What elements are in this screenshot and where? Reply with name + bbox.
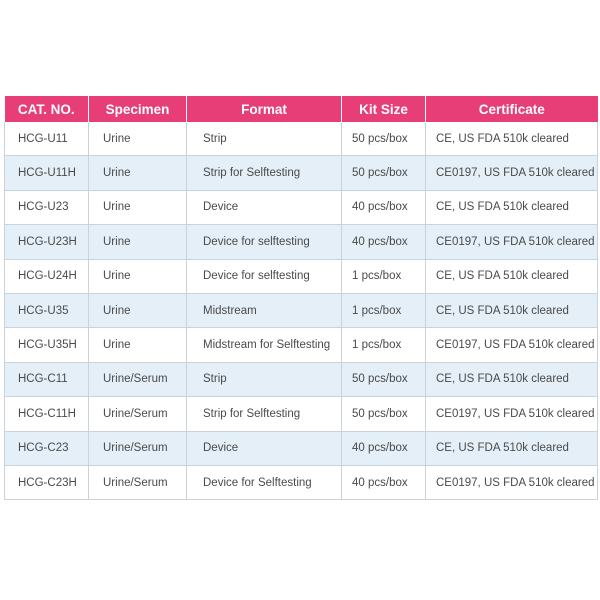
cell-specimen: Urine <box>89 156 187 190</box>
cell-kit-size: 1 pcs/box <box>342 259 426 293</box>
cell-specimen: Urine <box>89 122 187 156</box>
table-row <box>5 397 598 431</box>
cell-format: Device <box>187 431 342 465</box>
cell-format: Strip <box>187 122 342 156</box>
cell-kit-size: 40 pcs/box <box>342 225 426 259</box>
cell-certificate: CE0197, US FDA 510k cleared <box>426 225 598 259</box>
table-row <box>5 122 598 156</box>
cell-certificate: CE, US FDA 510k cleared <box>426 259 598 293</box>
cell-kit-size: 50 pcs/box <box>342 397 426 431</box>
cell-format: Strip for Selftesting <box>187 156 342 190</box>
cell-format: Device for selftesting <box>187 225 342 259</box>
table-row <box>5 225 598 259</box>
cell-certificate: CE, US FDA 510k cleared <box>426 190 598 224</box>
cell-format: Strip <box>187 362 342 396</box>
cell-specimen: Urine/Serum <box>89 431 187 465</box>
product-table-container <box>4 96 597 500</box>
cell-certificate: CE0197, US FDA 510k cleared <box>426 397 598 431</box>
cell-specimen: Urine/Serum <box>89 397 187 431</box>
table-row <box>5 156 598 190</box>
cell-specimen: Urine/Serum <box>89 465 187 499</box>
cell-cat-no: HCG-U11 <box>5 122 89 156</box>
product-table <box>4 96 598 500</box>
cell-kit-size: 50 pcs/box <box>342 122 426 156</box>
cell-specimen: Urine <box>89 259 187 293</box>
cell-certificate: CE0197, US FDA 510k cleared <box>426 156 598 190</box>
cell-kit-size: 50 pcs/box <box>342 362 426 396</box>
cell-specimen: Urine <box>89 293 187 327</box>
header-row <box>5 96 598 122</box>
cell-cat-no: HCG-C23 <box>5 431 89 465</box>
cell-specimen: Urine <box>89 190 187 224</box>
cell-certificate: CE0197, US FDA 510k cleared <box>426 465 598 499</box>
cell-certificate: CE, US FDA 510k cleared <box>426 122 598 156</box>
cell-cat-no: HCG-C23H <box>5 465 89 499</box>
cell-cat-no: HCG-U11H <box>5 156 89 190</box>
cell-format: Device for Selftesting <box>187 465 342 499</box>
cell-format: Midstream for Selftesting <box>187 328 342 362</box>
header-certificate: Certificate <box>426 96 598 122</box>
header-kit-size: Kit Size <box>342 96 426 122</box>
cell-certificate: CE, US FDA 510k cleared <box>426 293 598 327</box>
cell-format: Midstream <box>187 293 342 327</box>
header-cat-no: CAT. NO. <box>5 96 89 122</box>
cell-certificate: CE, US FDA 510k cleared <box>426 431 598 465</box>
cell-certificate: CE, US FDA 510k cleared <box>426 362 598 396</box>
cell-specimen: Urine/Serum <box>89 362 187 396</box>
cell-kit-size: 40 pcs/box <box>342 465 426 499</box>
cell-kit-size: 40 pcs/box <box>342 431 426 465</box>
cell-cat-no: HCG-U24H <box>5 259 89 293</box>
table-body <box>5 122 598 500</box>
cell-format: Device <box>187 190 342 224</box>
header-format: Format <box>187 96 342 122</box>
table-row <box>5 362 598 396</box>
cell-specimen: Urine <box>89 225 187 259</box>
table-row <box>5 465 598 499</box>
header-specimen: Specimen <box>89 96 187 122</box>
cell-kit-size: 50 pcs/box <box>342 156 426 190</box>
cell-certificate: CE0197, US FDA 510k cleared <box>426 328 598 362</box>
cell-cat-no: HCG-U35 <box>5 293 89 327</box>
table-row <box>5 190 598 224</box>
cell-cat-no: HCG-U23 <box>5 190 89 224</box>
cell-cat-no: HCG-U35H <box>5 328 89 362</box>
table-header <box>5 96 598 122</box>
cell-format: Strip for Selftesting <box>187 397 342 431</box>
cell-kit-size: 40 pcs/box <box>342 190 426 224</box>
cell-cat-no: HCG-C11 <box>5 362 89 396</box>
cell-format: Device for selftesting <box>187 259 342 293</box>
cell-specimen: Urine <box>89 328 187 362</box>
table-row <box>5 431 598 465</box>
table-row <box>5 328 598 362</box>
table-row <box>5 259 598 293</box>
cell-kit-size: 1 pcs/box <box>342 328 426 362</box>
cell-kit-size: 1 pcs/box <box>342 293 426 327</box>
table-row <box>5 293 598 327</box>
cell-cat-no: HCG-U23H <box>5 225 89 259</box>
cell-cat-no: HCG-C11H <box>5 397 89 431</box>
